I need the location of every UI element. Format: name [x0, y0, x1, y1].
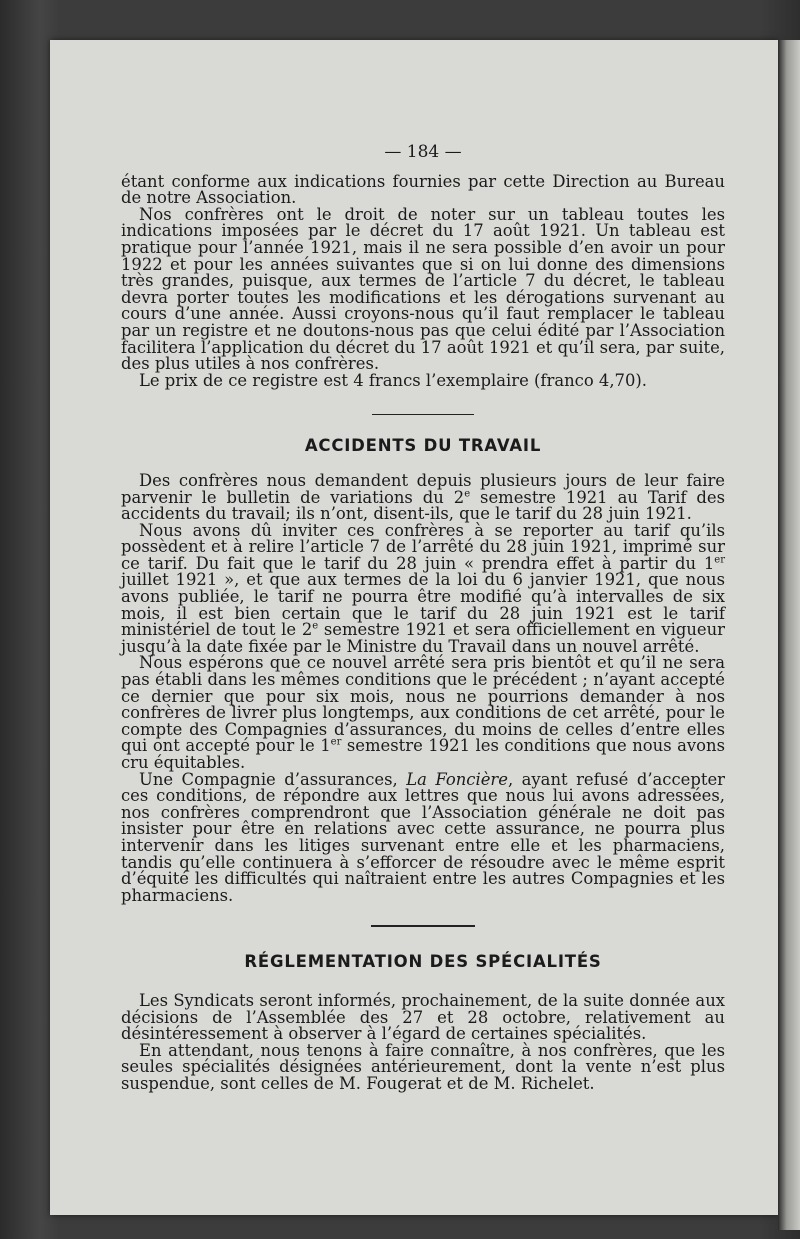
accidents-paragraph-2: Nous avons dû inviter ces confrères à se reporter au tarif qu’ils possèdent et à relire l’article 7 de l’arrêté du 28 juin 1921, imprimé sur ce tarif. Du fait que le tarif du 28 juin « prendra effet à partir du 1er juillet 1921 », et que aux termes de la loi du 6 janvier 1921, que nous avons publiée, le tarif ne pourra être modifié qu’à intervalles de six mois, il est bien certain que le tarif du 28 juin 1921 est le tarif ministériel de tout le 2e semestre 1921 et sera officiellement en vigueur jusqu’à la date fixée par le Ministre du Travail dans un nouvel arrêté. — [121, 520, 725, 656]
section-title-specialites: RÉGLEMENTATION DES SPÉCIALITÉS — [244, 952, 602, 972]
accidents-paragraph-3: Nous espérons que ce nouvel arrêté sera pris bientôt et qu’il ne sera pas établi dans les mêmes conditions que le précédent ; n’ayant accepté ce dernier que pour six mois, nous ne pourrions demander à nos confrères de livrer plus longtemps, aux conditions de cet arrêté, pour le compte des Compagnies d’assurances, du moins de celles d’entre elles qui ont accepté pour le 1er semestre 1921 les conditions que nous avons cru équitables. — [121, 653, 725, 772]
intro-paragraph-3: Le prix de ce registre est 4 francs l’exemplaire (franco 4,70). — [139, 370, 648, 390]
page-number: — 184 — — [384, 142, 462, 162]
section-title-accidents: ACCIDENTS DU TRAVAIL — [304, 436, 542, 456]
section-divider — [371, 925, 475, 927]
accidents-paragraph-1: Des confrères nous demandent depuis plusieurs jours de leur faire parvenir le bulletin de variations du 2e semestre 1921 au Tarif des accidents du travail; ils n’ont, disent-ils, que le tarif du 28 juin 1921. — [121, 470, 725, 524]
accidents-paragraph-4: Une Compagnie d’assurances, La Foncière, ayant refusé d’accepter ces conditions, de répondre aux lettres que nous lui avons adressées, nos confrères comprendront que l’Association générale ne doit pas insister pour être en relations avec cette assurance, ne pourra plus intervenir dans les litiges survenant entre elle et les pharmaciens, tandis qu’elle continuera à s’efforcer de résoudre avec le même esprit d’équité les difficultés qui naîtraient entre les autres Compagnies et les pharmaciens. — [121, 769, 725, 905]
intro-paragraph-1: étant conforme aux indications fournies par cette Direction au Bureau de notre Association. — [121, 171, 725, 208]
next-page-edge — [778, 40, 800, 1230]
section-divider — [372, 414, 474, 415]
specialites-paragraph-1: Les Syndicats seront informés, prochainement, de la suite donnée aux décisions de l’Assemblée des 27 et 28 octobre, relativement au désintéressement à observer à l’égard de certaines spécialités. — [121, 990, 725, 1044]
page-content — [121, 100, 725, 1093]
intro-paragraph-2: Nos confrères ont le droit de noter sur un tableau toutes les indications imposées par le décret du 17 août 1921. Un tableau est pratique pour l’année 1921, mais il ne sera possible d’en avoir un pour 1922 et pour les années suivantes que si on lui donne des dimensions très grandes, puisque, aux termes de l’article 7 du décret, le tableau devra porter toutes les modifications et les dérogations survenant au cours d’une année. Aussi croyons-nous qu’il faut remplacer le tableau par un registre et ne doutons-nous pas que celui édité par l’Association facilitera l’application du décret du 17 août 1921 et qu’il sera, par suite, des plus utiles à nos confrères. — [121, 204, 725, 374]
specialites-paragraph-2: En attendant, nous tenons à faire connaître, à nos confrères, que les seules spécialités désignées antérieurement, dont la vente n’est plus suspendue, sont celles de M. Fougerat et de M. Richelet. — [121, 1040, 725, 1093]
